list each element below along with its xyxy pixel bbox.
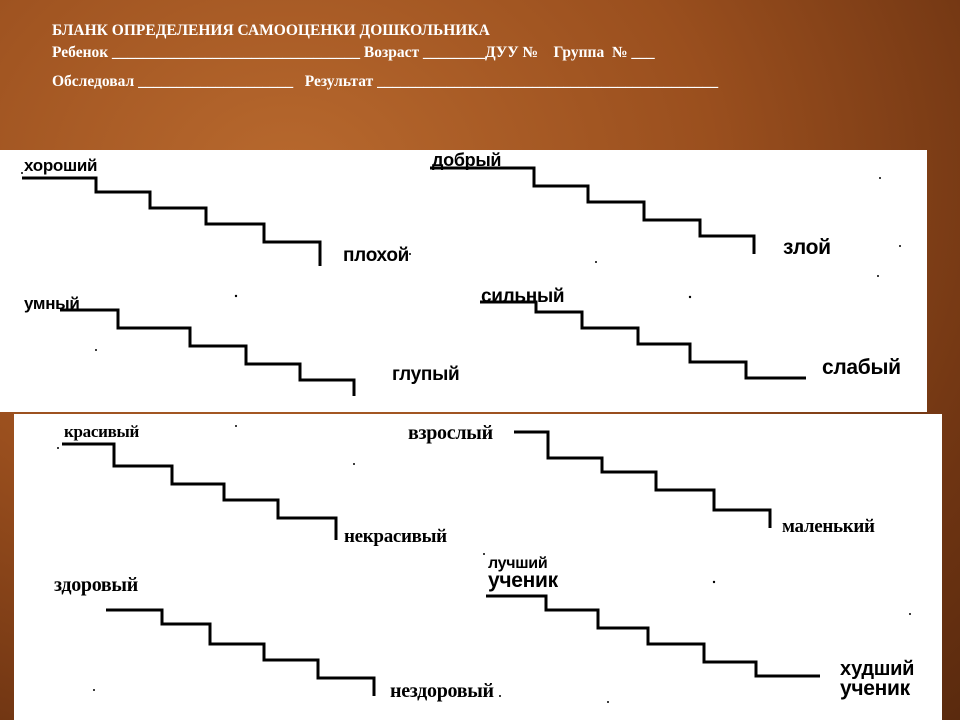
- label-student-top: ученик: [488, 569, 558, 593]
- speck: [595, 261, 597, 263]
- label-bad: плохой: [343, 245, 410, 266]
- speck: [483, 553, 485, 555]
- speck: [499, 695, 501, 697]
- label-pretty: красивый: [64, 422, 139, 441]
- label-student-bottom: ученик: [840, 677, 910, 700]
- label-smart: умный: [24, 294, 80, 313]
- ladder-adult-small: [514, 432, 770, 528]
- form-title: БЛАНК ОПРЕДЕЛЕНИЯ САМООЦЕНКИ ДОШКОЛЬНИКА: [52, 22, 490, 39]
- examiner-result-line: Обследовал ____________________ Результат ____________________________________________: [52, 72, 719, 90]
- label-ugly: некрасивый: [344, 526, 447, 547]
- label-worst-student: [840, 660, 914, 699]
- label-weak: слабый: [822, 356, 901, 379]
- ladder-good-bad: [22, 178, 320, 266]
- label-unhealthy: нездоровый: [390, 680, 494, 702]
- speck: [93, 689, 95, 691]
- child-info-line: Ребенок ________________________________ Возраст ________ДУУ № Группа № ___: [52, 44, 655, 62]
- ladder-healthy-sick: [106, 610, 374, 696]
- label-worst: худший: [840, 658, 915, 680]
- speck: [409, 253, 411, 255]
- ladders-panel-top: [0, 150, 927, 412]
- speck: [95, 349, 97, 351]
- label-small: маленький: [782, 516, 875, 537]
- speck: [21, 172, 23, 174]
- label-good: хороший: [24, 156, 98, 175]
- ladder-strong-weak: [480, 302, 806, 378]
- form-header: [52, 20, 932, 93]
- label-adult: взрослый: [408, 422, 493, 444]
- ladder-smart-stupid: [60, 310, 354, 396]
- label-best-student: [488, 556, 558, 591]
- label-evil: злой: [783, 236, 831, 259]
- speck: [879, 177, 881, 179]
- ladder-kind-evil: [430, 168, 754, 254]
- label-kind: добрый: [432, 150, 502, 170]
- speck: [57, 447, 59, 449]
- speck: [235, 425, 237, 427]
- speck: [689, 296, 691, 298]
- speck: [877, 275, 879, 277]
- speck: [607, 701, 609, 703]
- ladders-bottom-drawing: [14, 414, 942, 720]
- label-strong: сильный: [481, 286, 565, 307]
- speck: [909, 613, 911, 615]
- speck: [235, 295, 237, 297]
- label-stupid: глупый: [392, 364, 460, 385]
- speck: [899, 245, 901, 247]
- label-best: лучший: [488, 555, 548, 572]
- ladder-pretty-ugly: [62, 444, 336, 540]
- ladder-best-worst-student: [486, 596, 820, 676]
- label-healthy: здоровый: [54, 574, 138, 596]
- speck: [353, 463, 355, 465]
- speck: [713, 581, 715, 583]
- ladders-panel-bottom: [14, 414, 942, 720]
- ladders-top-drawing: [0, 150, 927, 412]
